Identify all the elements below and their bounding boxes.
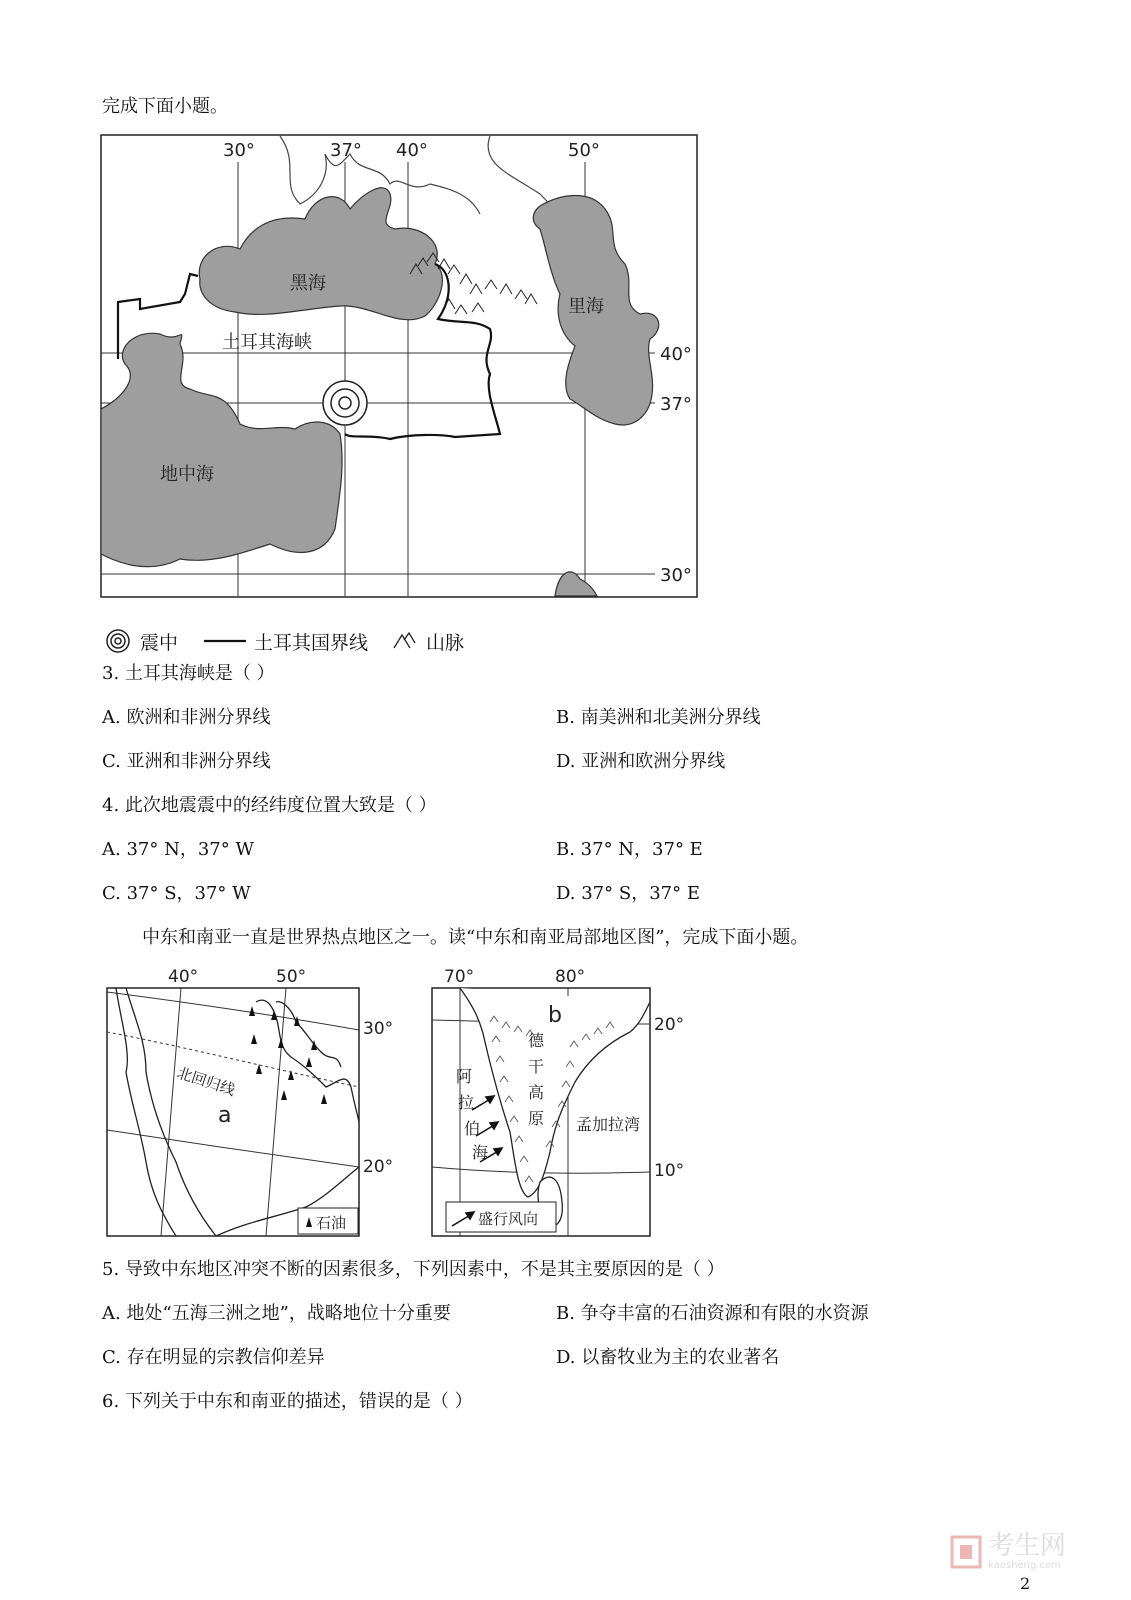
turkey-map [100,134,698,598]
q4-option-b[interactable]: B. 37° N，37° E [556,839,703,860]
me-lon-40: 40° [168,967,199,987]
q5-stem: 5. 导致中东地区冲突不断的因素很多，下列因素中，不是其主要原因的是（ ） [102,1259,725,1280]
lon-37: 37° [330,140,362,161]
lat-37: 37° [660,394,692,415]
arabian-char-3: 伯 [464,1119,481,1138]
watermark-logo-icon [950,1535,982,1569]
q3-option-d[interactable]: D. 亚洲和欧洲分界线 [556,751,726,772]
lon-40: 40° [396,140,428,161]
q6-stem: 6. 下列关于中东和南亚的描述，错误的是（ ） [102,1391,473,1412]
wind-legend-label: 盛行风向 [478,1210,539,1228]
mediterranean-label: 地中海 [160,464,214,485]
map1-legend [104,628,486,654]
q5-option-b[interactable]: B. 争夺丰富的石油资源和有限的水资源 [556,1303,869,1324]
sa-lon-80: 80° [555,967,586,987]
mountain-legend-icon [390,628,420,654]
q5-option-a[interactable]: A. 地处“五海三洲之地”，战略地位十分重要 [102,1303,451,1324]
watermark-url: kaosheng.com [988,1560,1061,1571]
q4-stem: 4. 此次地震震中的经纬度位置大致是（ ） [102,795,437,816]
sa-lon-70: 70° [444,967,475,987]
me-lon-50: 50° [276,967,307,987]
legend-epicenter: 震中 [140,631,179,654]
arabian-char-4: 海 [472,1143,489,1162]
deccan-char-1: 德 [528,1031,545,1050]
watermark [950,1532,1066,1571]
lon-30: 30° [223,140,255,161]
me-lat-20: 20° [363,1157,394,1177]
sa-lat-10: 10° [654,1161,685,1181]
q4-option-d[interactable]: D. 37° S，37° E [556,883,700,904]
tropic-label: 北回归线 [174,1063,238,1100]
deccan-char-3: 高 [528,1083,545,1102]
lon-50: 50° [568,140,600,161]
q4-option-c[interactable]: C. 37° S，37° W [102,883,251,904]
intro-text: 完成下面小题。 [102,96,228,117]
q3-option-b[interactable]: B. 南美洲和北美洲分界线 [556,707,761,728]
lat-30: 30° [660,565,692,586]
bay-of-bengal-label: 孟加拉湾 [576,1115,641,1134]
arabian-char-1: 阿 [456,1067,473,1086]
deccan-char-4: 原 [528,1109,545,1128]
q5-option-c[interactable]: C. 存在明显的宗教信仰差异 [102,1347,325,1368]
strait-label: 土耳其海峡 [222,332,312,353]
label-b: b [548,1003,562,1028]
arabian-char-2: 拉 [458,1093,475,1112]
q3-option-c[interactable]: C. 亚洲和非洲分界线 [102,751,271,772]
middle-east-map [106,962,396,1240]
black-sea-label: 黑海 [290,273,326,294]
caspian-sea-label: 里海 [568,296,604,317]
border-legend-icon [200,628,250,654]
epicenter-icon [323,381,367,425]
sa-lat-20: 20° [654,1015,685,1035]
legend-border: 土耳其国界线 [254,631,369,654]
q5-option-d[interactable]: D. 以畜牧业为主的农业著名 [556,1347,780,1368]
south-asia-map [430,962,690,1240]
label-a: a [218,1103,232,1128]
me-lat-30: 30° [363,1019,394,1039]
legend-mountain: 山脉 [426,631,465,654]
epicenter-legend-icon [104,628,134,654]
watermark-text: 考生网 [988,1531,1067,1561]
q4-option-a[interactable]: A. 37° N，37° W [102,839,254,860]
deccan-char-2: 干 [528,1057,545,1076]
page-number: 2 [1020,1574,1031,1593]
lat-40: 40° [660,344,692,365]
intro2-text: 中东和南亚一直是世界热点地区之一。读“中东和南亚局部地区图”，完成下面小题。 [142,927,809,948]
oil-legend-label: 石油 [316,1214,347,1232]
q3-option-a[interactable]: A. 欧洲和非洲分界线 [102,707,271,728]
q3-stem: 3. 土耳其海峡是（ ） [102,663,275,684]
